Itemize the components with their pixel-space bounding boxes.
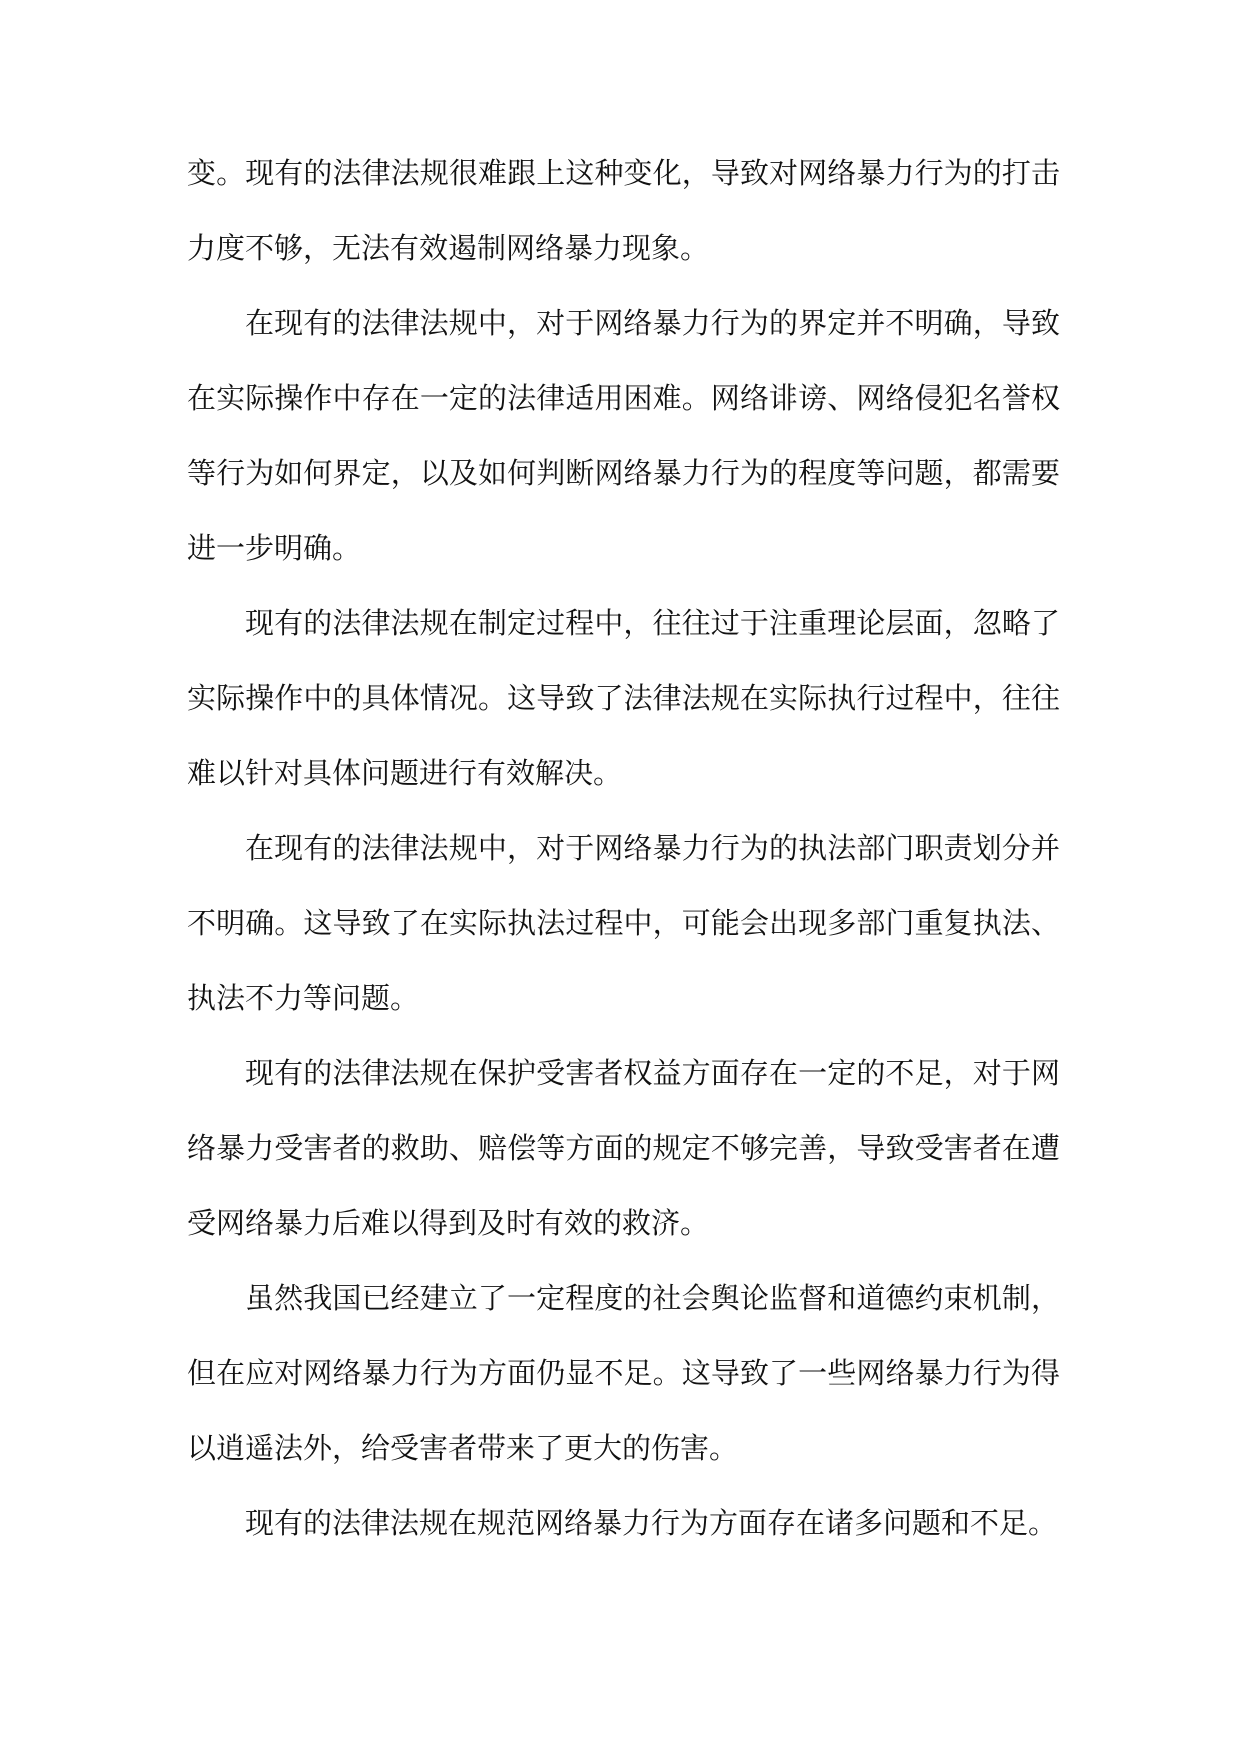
paragraph-victim-rights: 现有的法律法规在保护受害者权益方面存在一定的不足，对于网络暴力受害者的救助、赔偿等方面的规定不够完善，导致受害者在遭受网络暴力后难以得到及时有效的救济。 bbox=[187, 1056, 1060, 1240]
paragraph-enforcement: 在现有的法律法规中，对于网络暴力行为的执法部门职责划分并不明确。这导致了在实际执法过程中，可能会出现多部门重复执法、执法不力等问题。 bbox=[187, 831, 1060, 1015]
paragraph-definition: 在现有的法律法规中，对于网络暴力行为的界定并不明确，导致在实际操作中存在一定的法律适用困难。网络诽谤、网络侵犯名誉权等行为如何界定，以及如何判断网络暴力行为的程度等问题，都需要进一步明确。 bbox=[187, 306, 1060, 565]
paragraph-continued: 变。现有的法律法规很难跟上这种变化，导致对网络暴力行为的打击力度不够，无法有效遏制网络暴力现象。 bbox=[187, 156, 1060, 265]
paragraph-supervision: 虽然我国已经建立了一定程度的社会舆论监督和道德约束机制，但在应对网络暴力行为方面仍显不足。这导致了一些网络暴力行为得以逍遥法外，给受害者带来了更大的伤害。 bbox=[187, 1281, 1060, 1465]
document-body bbox=[187, 136, 1060, 1561]
paragraph-theory-practice: 现有的法律法规在制定过程中，往往过于注重理论层面，忽略了实际操作中的具体情况。这导致了法律法规在实际执行过程中，往往难以针对具体问题进行有效解决。 bbox=[187, 606, 1060, 790]
paragraph-summary: 现有的法律法规在规范网络暴力行为方面存在诸多问题和不足。 bbox=[245, 1506, 1058, 1540]
